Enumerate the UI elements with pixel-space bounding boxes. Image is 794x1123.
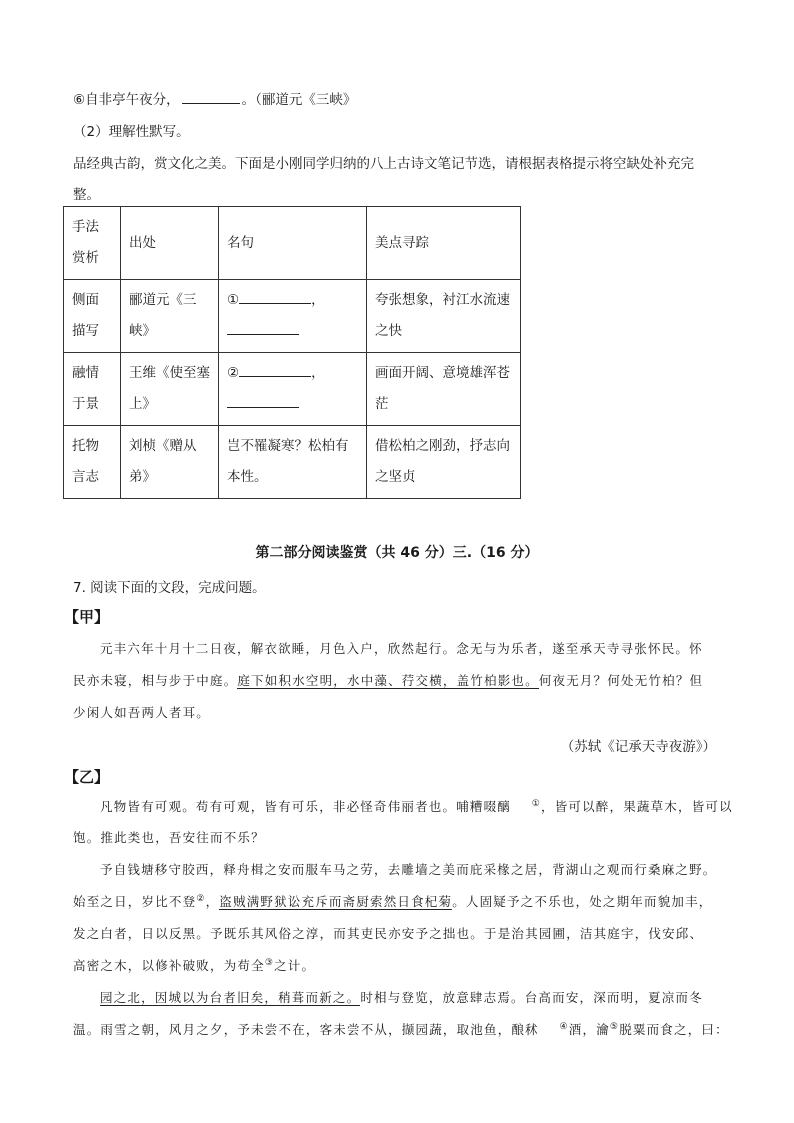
cell-quote: ② ， [219,353,367,426]
jia-underlined-sentence: 庭下如积水空明，水中藻、荇交横，盖竹柏影也。 [237,673,539,688]
table-row [64,353,521,426]
question-7: 7. 阅读下面的文段，完成问题。 [73,580,266,596]
yi-text: 始至之日，岁比不登 [73,894,197,909]
intro-text-line2: 整。 [73,187,100,203]
jia-text: 何夜无月？何处无竹柏？但 [538,673,704,688]
cell-method: 托物言志 [64,426,121,499]
yi-text: 之计。 [274,958,316,973]
footnote-marker: ⑤ [609,1021,620,1032]
jia-source: （苏轼《记承天寺夜游》） [560,739,716,755]
intro-text-line1: 品经典古韵，赏文化之美。下面是小刚同学归纳的八上古诗文笔记节选，请根据表格提示将空缺处补充完 [73,156,694,172]
yi-text: 。人固疑予之不乐也，处之期年而貌加丰， [452,894,713,909]
jia-line-2 [73,671,703,689]
header-method: 手法赏析 [64,207,121,280]
question-2-label: （2）理解性默写。 [73,124,190,140]
yi-line-6 [73,956,315,974]
table-row [64,280,521,353]
answer-blank[interactable] [182,91,240,104]
yi-line-3: 予自钱塘移守胶西，释舟楫之安而服车马之劳，去雕墙之美而庇采椽之居，背湖山之观而行桑麻之野。 [100,862,717,877]
yi-text: 凡物皆有可观。苟有可观，皆有可乐，非必怪奇伟丽者也。哺糟啜醨 [100,799,512,814]
jia-line-3: 少闲人如吾两人者耳。 [73,705,211,720]
yi-text: 高密之木，以修补破败，为苟全 [73,958,265,973]
footnote-marker: ② [196,893,206,904]
footnote-marker: ① [531,798,541,809]
section-title: 第二部分阅读鉴赏（共 46 分）三.（16 分） [255,545,539,561]
yi-underlined-sentence: 盗贼满野狱讼充斥而斋厨索然日食杞菊 [219,894,453,909]
cell-method: 融情于景 [64,353,121,426]
yi-text: 酒，瀹 [568,1022,610,1037]
cell-method: 侧面描写 [64,280,121,353]
yi-line-2: 饱。推此类也，吾安往而不乐？ [73,830,265,845]
cell-source: 刘桢《赠从弟》 [121,426,219,499]
fill-blank-line-6 [73,88,356,108]
yi-text: ， [205,894,220,909]
circled-number: ① [227,292,240,308]
notes-table [63,206,521,499]
cell-beauty: 画面开阔、意境雄浑苍茫 [367,353,521,426]
table-row [64,426,521,499]
header-quote: 名句 [219,207,367,280]
yi-line-5: 发之白者，日以反黑。予既乐其风俗之淳，而其吏民亦安予之拙也。于是治其园圃，洁其庭宇，伐安邱、 [73,926,704,941]
answer-blank[interactable] [227,395,299,408]
table-header-row [64,207,521,280]
fill-blank-suffix: 。（郦道元《三峡》 [241,92,357,108]
yi-text: 温。雨雪之朝，风月之夕，予未尝不在，客未尝不从，撷园蔬，取池鱼，酿秫 [73,1022,539,1037]
cell-beauty: 夸张想象，衬江水流速之快 [367,280,521,353]
footnote-marker: ③ [264,957,275,968]
yi-underlined-sentence: 园之北，因城以为台者旧矣，稍葺而新之。 [100,990,361,1005]
header-source: 出处 [121,207,219,280]
passage-yi-label: 【乙】 [64,768,110,786]
circled-number: ② [227,365,240,381]
cell-source: 王维《使至塞上》 [121,353,219,426]
yi-line-8 [73,1020,729,1038]
cell-source: 郦道元《三峡》 [121,280,219,353]
cell-quote: ① ， [219,280,367,353]
jia-text: 民亦未寝，相与步于中庭。 [73,673,238,688]
answer-blank[interactable] [227,322,299,335]
fill-blank-prefix: ⑥自非亭午夜分， [73,92,180,108]
cell-quote: 岂不罹凝寒？松柏有本性。 [219,426,367,499]
yi-line-4 [73,892,713,910]
header-beauty: 美点寻踪 [367,207,521,280]
yi-text: ，皆可以醉，果蔬草木，皆可以 [541,799,733,814]
answer-blank[interactable] [239,291,311,304]
answer-blank[interactable] [239,364,311,377]
footnote-marker: ④ [559,1021,569,1032]
jia-line-1: 元丰六年十月十二日夜，解衣欲睡，月色入户，欣然起行。念无与为乐者，遂至承天寺寻张怀民。怀 [100,641,703,656]
yi-text: 脱粟而食之，曰： [619,1022,729,1037]
yi-line-1 [100,797,733,815]
passage-jia-label: 【甲】 [64,608,110,626]
yi-line-7 [100,988,703,1006]
yi-text: 时相与登览，放意肆志焉。台高而安，深而明，夏凉而冬 [360,990,703,1005]
cell-beauty: 借松柏之刚劲，抒志向之坚贞 [367,426,521,499]
